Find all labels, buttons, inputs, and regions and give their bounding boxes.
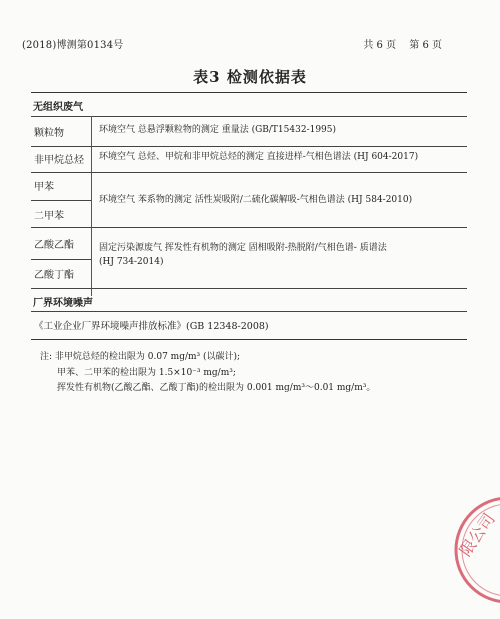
- row-method-voc-line1: 固定污染源废气 挥发性有机物的测定 固相吸附-热脱附/气相色谱- 质谱法: [99, 243, 387, 253]
- page-number: 第 6 页: [409, 40, 442, 51]
- row-label-xylene: 二甲苯: [34, 211, 64, 222]
- row-label-particulate: 颗粒物: [34, 128, 64, 139]
- section-title-noise: 厂界环境噪声: [33, 298, 93, 309]
- table-title: 表3 检测依据表: [193, 68, 307, 86]
- note-line-3: 挥发性有机物(乙酸乙酯、乙酸丁酯)的检出限为 0.001 mg/m³～0.01 mg/m³。: [57, 383, 376, 393]
- table-rule: [31, 172, 467, 173]
- row-label-butyl-acetate: 乙酸丁酯: [34, 270, 74, 281]
- row-method-benzene-series: 环境空气 苯系物的测定 活性炭吸附/二硫化碳解吸-气相色谱法 (HJ 584-2010): [99, 195, 413, 205]
- notes: [40, 350, 375, 397]
- stamp-text: 限公司: [455, 509, 499, 560]
- page-indicator: [363, 36, 442, 51]
- row-label-ethyl-acetate: 乙酸乙酯: [34, 240, 74, 251]
- table-rule-partial: [31, 200, 91, 201]
- table-rule-partial: [31, 259, 91, 260]
- section-title-fugitive-gas: 无组织废气: [33, 102, 83, 113]
- row-method-particulate: 环境空气 总悬浮颗粒物的测定 重量法 (GB/T15432-1995): [99, 125, 337, 135]
- column-divider: [91, 116, 92, 296]
- note-line-2: 甲苯、二甲苯的检出限为 1.5×10⁻³ mg/m³;: [57, 367, 236, 378]
- row-label-nmhc: 非甲烷总烃: [34, 155, 84, 166]
- table-rule: [31, 146, 467, 147]
- row-method-voc-line2: (HJ 734-2014): [99, 257, 164, 267]
- row-method-voc: [99, 241, 387, 269]
- table-rule: [31, 227, 467, 228]
- table-rule: [31, 288, 467, 289]
- table-rule: [31, 116, 467, 117]
- row-label-toluene: 甲苯: [34, 182, 54, 193]
- report-number: (2018)博测第0134号: [22, 40, 124, 51]
- note-line-1: 注: 非甲烷总烃的检出限为 0.07 mg/m³ (以碳计);: [40, 352, 241, 362]
- company-seal-stamp: [448, 490, 500, 610]
- table-rule: [31, 311, 467, 312]
- row-method-nmhc: 环境空气 总烃、甲烷和非甲烷总烃的测定 直接进样-气相色谱法 (HJ 604-2017): [99, 152, 419, 162]
- noise-standard: 《工业企业厂界环境噪声排放标准》(GB 12348-2008): [34, 321, 269, 332]
- table-top-rule: [31, 92, 467, 93]
- total-pages: 共 6 页: [363, 40, 397, 51]
- table-bottom-rule: [31, 339, 467, 340]
